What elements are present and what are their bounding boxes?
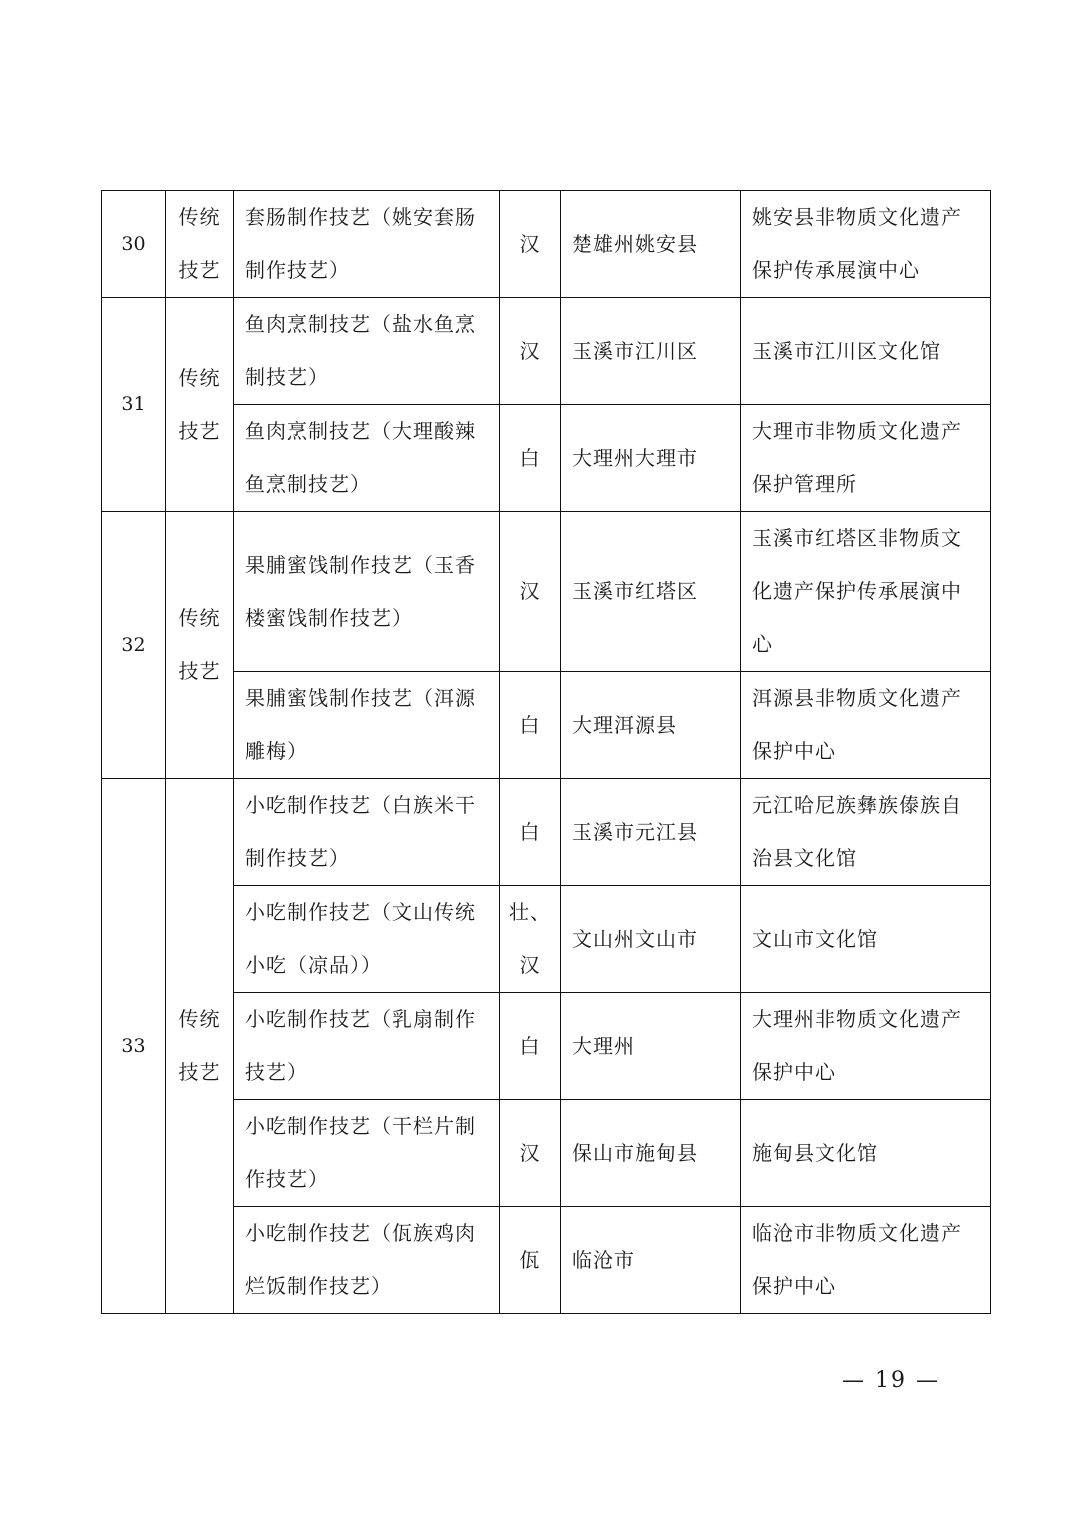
project-name-text: 小吃制作技艺（干栏片制 [245, 1114, 476, 1138]
protection-unit-cell [741, 405, 991, 512]
protection-unit-text: 化遗产保护传承展演中 [752, 579, 962, 603]
project-name-cell [234, 993, 500, 1100]
protection-unit-cell [741, 1100, 991, 1207]
protection-unit-text: 保护传承展演中心 [752, 258, 920, 282]
ethnicity-text: 汉 [519, 1140, 541, 1165]
ethnicity-text: 白 [519, 819, 541, 844]
protection-unit-text: 施甸县文化馆 [752, 1140, 878, 1165]
project-name-text: 雕梅） [245, 739, 308, 763]
category-cell [166, 512, 234, 779]
protection-unit-text: 姚安县非物质文化遗产 [752, 205, 962, 229]
table-row [102, 993, 991, 1100]
ethnicity-cell [500, 191, 561, 298]
protection-unit-text: 治县文化馆 [752, 846, 857, 870]
protection-unit-text: 保护中心 [752, 1060, 836, 1084]
region-cell: 大理洱源县 [561, 672, 741, 779]
protection-unit-text: 玉溪市红塔区非物质文 [752, 526, 962, 550]
project-name-cell [234, 886, 500, 993]
table-row [102, 886, 991, 993]
protection-unit-text: 大理州非物质文化遗产 [752, 1007, 962, 1031]
protection-unit-text: 洱源县非物质文化遗产 [752, 686, 962, 710]
category-cell [166, 779, 234, 1314]
page-number: — 19 — [842, 1368, 940, 1393]
protection-unit-cell [741, 191, 991, 298]
table-row [102, 1100, 991, 1207]
region-cell: 临沧市 [561, 1207, 741, 1314]
region-cell: 玉溪市元江县 [561, 779, 741, 886]
protection-unit-text: 心 [752, 632, 773, 656]
category-cell [166, 298, 234, 512]
protection-unit-cell [741, 886, 991, 993]
protection-unit-text: 临沧市非物质文化遗产 [752, 1221, 962, 1245]
project-name-text: 制技艺） [245, 365, 329, 389]
region-cell: 大理州大理市 [561, 405, 741, 512]
category-text: 传统 [178, 205, 221, 229]
ethnicity-cell [500, 993, 561, 1100]
ethnicity-text: 佤 [519, 1247, 541, 1272]
region-cell: 大理州 [561, 993, 741, 1100]
project-name-text: 楼蜜饯制作技艺） [245, 605, 413, 630]
protection-unit-cell [741, 993, 991, 1100]
protection-unit-text: 大理市非物质文化遗产 [752, 419, 962, 443]
protection-unit-cell [741, 1207, 991, 1314]
ethnicity-text: 汉 [519, 953, 541, 977]
project-name-text: 小吃制作技艺（佤族鸡肉 [245, 1221, 476, 1245]
category-text: 技艺 [178, 418, 221, 443]
ethnicity-text: 汉 [519, 231, 541, 256]
ethnicity-cell [500, 405, 561, 512]
table-row [102, 1207, 991, 1314]
protection-unit-text: 保护中心 [752, 739, 836, 763]
table-row [102, 512, 991, 672]
ethnicity-text: 白 [519, 445, 541, 470]
project-name-text: 小吃制作技艺（乳扇制作 [245, 1007, 476, 1031]
project-name-cell [234, 191, 500, 298]
ethnicity-text: 汉 [519, 338, 541, 363]
protection-unit-cell [741, 298, 991, 405]
protection-unit-cell [741, 672, 991, 779]
category-text: 技艺 [178, 659, 221, 683]
category-text: 技艺 [178, 1060, 221, 1084]
project-name-text: 小吃（凉品）） [245, 953, 382, 977]
ethnicity-cell [500, 779, 561, 886]
category-cell [166, 191, 234, 298]
project-name-cell [234, 405, 500, 512]
ethnicity-text: 壮、 [509, 900, 551, 924]
category-text: 传统 [178, 606, 221, 630]
protection-unit-text: 元江哈尼族彝族傣族自 [752, 793, 962, 817]
project-name-text: 鱼肉烹制技艺（盐水鱼烹 [245, 312, 476, 336]
ethnicity-cell [500, 672, 561, 779]
protection-unit-text: 文山市文化馆 [752, 926, 878, 951]
ethnicity-cell [500, 1207, 561, 1314]
project-name-cell [234, 512, 500, 672]
project-name-text: 果脯蜜饯制作技艺（洱源 [245, 686, 476, 710]
table-row [102, 191, 991, 298]
category-text: 传统 [178, 1007, 221, 1031]
ethnicity-text: 白 [519, 1033, 541, 1058]
category-text: 传统 [178, 365, 221, 390]
project-name-cell [234, 672, 500, 779]
protection-unit-text: 保护管理所 [752, 472, 857, 496]
project-name-text: 制作技艺） [245, 846, 350, 870]
item-number-cell: 33 [102, 779, 166, 1314]
protection-unit-cell [741, 779, 991, 886]
project-name-text: 烂饭制作技艺） [245, 1274, 392, 1298]
ethnicity-cell [500, 886, 561, 993]
region-cell: 楚雄州姚安县 [561, 191, 741, 298]
table-row [102, 779, 991, 886]
project-name-text: 小吃制作技艺（文山传统 [245, 900, 476, 924]
project-name-text: 小吃制作技艺（白族米干 [245, 793, 476, 817]
project-name-cell [234, 1100, 500, 1207]
table-row [102, 405, 991, 512]
project-name-text: 技艺） [245, 1060, 308, 1084]
protection-unit-text: 保护中心 [752, 1274, 836, 1298]
project-name-text: 制作技艺） [245, 258, 350, 282]
ethnicity-text: 白 [519, 712, 541, 737]
project-name-text: 套肠制作技艺（姚安套肠 [245, 205, 476, 229]
protection-unit-text: 玉溪市江川区文化馆 [752, 338, 941, 363]
project-name-text: 作技艺） [245, 1167, 329, 1191]
region-cell: 保山市施甸县 [561, 1100, 741, 1207]
ethnicity-text: 汉 [519, 579, 541, 603]
project-name-cell [234, 1207, 500, 1314]
table-row [102, 298, 991, 405]
ethnicity-cell [500, 512, 561, 672]
region-cell: 玉溪市红塔区 [561, 512, 741, 672]
project-name-text: 鱼烹制技艺） [245, 472, 371, 496]
region-cell: 文山州文山市 [561, 886, 741, 993]
ethnicity-cell [500, 1100, 561, 1207]
project-name-text: 鱼肉烹制技艺（大理酸辣 [245, 419, 476, 443]
project-name-text: 果脯蜜饯制作技艺（玉香 [245, 552, 476, 577]
table-row [102, 672, 991, 779]
project-name-cell [234, 779, 500, 886]
protection-unit-cell [741, 512, 991, 672]
item-number-cell: 31 [102, 298, 166, 512]
item-number-cell: 32 [102, 512, 166, 779]
ethnicity-cell [500, 298, 561, 405]
heritage-table [101, 190, 991, 1314]
region-cell: 玉溪市江川区 [561, 298, 741, 405]
item-number-cell: 30 [102, 191, 166, 298]
project-name-cell [234, 298, 500, 405]
category-text: 技艺 [178, 258, 221, 282]
